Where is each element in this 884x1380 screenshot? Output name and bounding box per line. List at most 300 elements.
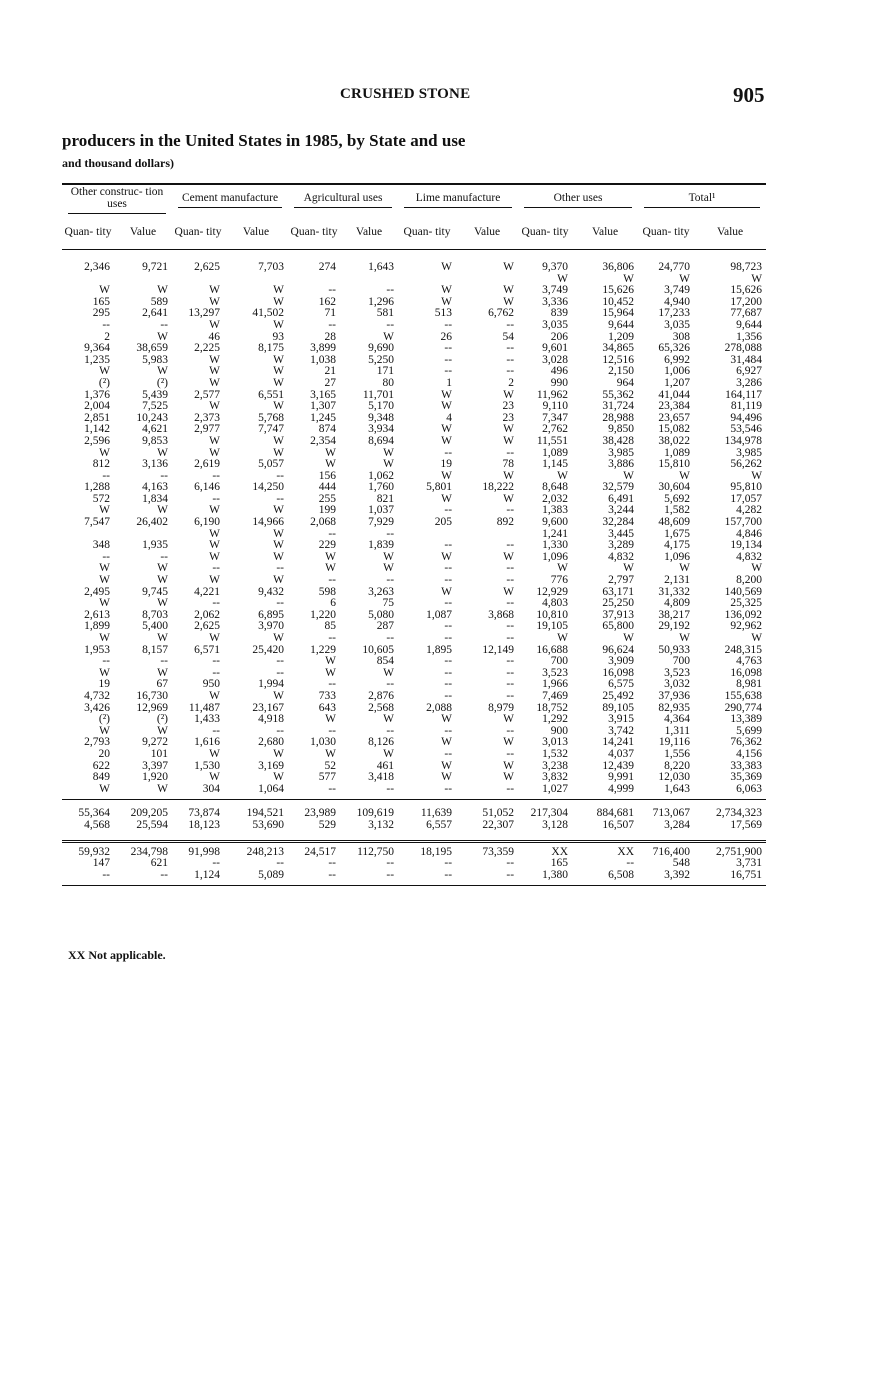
table-cell: 10,605: [362, 643, 395, 656]
table-row: [62, 691, 766, 703]
table-cell: 1,124: [194, 868, 221, 881]
table-cell: 3,013: [542, 736, 569, 749]
table-cell: 1,895: [426, 643, 453, 656]
table-cell: 94,496: [730, 411, 763, 424]
table-cell: (²): [156, 713, 169, 726]
table-cell: --: [276, 666, 285, 679]
table-cell: 5,692: [664, 492, 691, 505]
table-cell: 9,600: [542, 516, 569, 529]
table-cell: W: [441, 771, 453, 784]
table-cell: 54: [502, 330, 515, 343]
table-cell: W: [751, 562, 763, 575]
table-cell: --: [506, 446, 515, 459]
table-cell: --: [276, 724, 285, 737]
table-cell: --: [506, 562, 515, 575]
table-cell: W: [383, 550, 395, 563]
table-cell: 93: [272, 330, 285, 343]
table-cell: 27: [324, 376, 337, 389]
table-cell: 2,354: [310, 434, 337, 447]
table-cell: W: [99, 574, 110, 587]
table-cell: 3,934: [368, 423, 395, 436]
table-row: [62, 320, 766, 332]
table-cell: 3,523: [664, 666, 691, 679]
table-cell: 1,207: [664, 376, 691, 389]
table-cell: W: [623, 272, 635, 285]
table-cell: 26,402: [136, 516, 169, 529]
table-cell: 17,233: [658, 307, 691, 320]
table-cell: 19: [98, 678, 110, 691]
table-cell: W: [209, 434, 221, 447]
table-cell: 4,175: [664, 539, 691, 552]
table-cell: W: [325, 666, 337, 679]
table-cell: W: [679, 469, 691, 482]
table-cell: 1,209: [608, 330, 635, 343]
table-cell: W: [273, 771, 285, 784]
total-row: [62, 858, 766, 870]
table-cell: W: [157, 782, 169, 795]
table-cell: W: [273, 550, 285, 563]
table-cell: W: [679, 562, 691, 575]
table-cell: --: [444, 504, 453, 517]
table-cell: 9,601: [542, 342, 569, 355]
table-cell: 2,613: [84, 608, 110, 621]
table-cell: 75: [382, 597, 395, 610]
table-cell: 6,146: [194, 481, 221, 494]
table-cell: --: [444, 620, 453, 633]
table-cell: 73,359: [482, 845, 515, 858]
table-cell: 1,030: [310, 736, 337, 749]
table-cell: 3,832: [542, 771, 569, 784]
table-cell: 248,213: [246, 845, 285, 858]
table-cell: W: [679, 632, 691, 644]
table-cell: 1,675: [664, 527, 691, 540]
table-cell: 2: [104, 330, 110, 343]
table-cell: W: [273, 353, 285, 366]
table-cell: 21: [324, 365, 337, 378]
table-cell: 1,383: [542, 504, 569, 517]
table-cell: --: [506, 353, 515, 366]
table-cell: 38,022: [658, 434, 691, 447]
table-cell: 140,569: [724, 585, 763, 598]
table-cell: 2,577: [194, 388, 221, 401]
table-cell: (²): [98, 376, 110, 389]
table-cell: 7,703: [258, 261, 285, 273]
table-cell: 2,596: [84, 434, 110, 447]
table-cell: W: [325, 446, 337, 459]
table-cell: W: [273, 295, 285, 308]
table-cell: 2,004: [84, 400, 110, 413]
table-cell: 11,487: [188, 701, 221, 714]
subheader-row: [62, 215, 766, 250]
table-cell: 14,241: [602, 736, 635, 749]
table-cell: 3,915: [608, 713, 635, 726]
table-cell: W: [209, 574, 221, 587]
table-cell: W: [273, 689, 285, 702]
table-cell: 496: [550, 365, 569, 378]
table-cell: W: [325, 458, 337, 471]
table-cell: W: [273, 318, 285, 331]
table-cell: W: [209, 284, 221, 297]
table-cell: --: [160, 655, 169, 668]
table-cell: 11,962: [536, 388, 569, 401]
table-cell: W: [325, 550, 337, 563]
table-cell: 874: [318, 423, 337, 436]
table-cell: 234,798: [130, 845, 169, 858]
table-cell: 23: [502, 411, 515, 424]
table-cell: 55,364: [78, 807, 110, 820]
quantity-header: Quan- tity: [638, 215, 694, 250]
value-header: Value: [224, 215, 288, 250]
table-cell: 4,832: [608, 550, 635, 563]
table-cell: 50,933: [658, 643, 691, 656]
table-cell: 19,105: [536, 620, 569, 633]
table-cell: 1,064: [258, 782, 285, 795]
table-cell: 25,594: [136, 818, 169, 831]
table-cell: 18,222: [482, 481, 515, 494]
table-cell: 12,929: [536, 585, 569, 598]
table-cell: W: [441, 400, 453, 413]
table-cell: W: [209, 550, 221, 563]
table-cell: 3,397: [142, 759, 169, 772]
table-cell: W: [441, 261, 453, 273]
table-cell: W: [325, 562, 337, 575]
table-cell: 2,131: [664, 574, 691, 587]
table-cell: 33,383: [730, 759, 763, 772]
table-cell: --: [444, 678, 453, 691]
table-cell: 4,732: [84, 689, 110, 702]
table-cell: --: [506, 857, 515, 870]
table-cell: 25,325: [730, 597, 763, 610]
table-cell: W: [209, 689, 221, 702]
table-cell: 91,998: [188, 845, 221, 858]
table-cell: W: [99, 504, 110, 517]
table-cell: 4,940: [664, 295, 691, 308]
table-cell: 205: [434, 516, 453, 529]
table-cell: W: [209, 527, 221, 540]
table-cell: 3,035: [542, 318, 569, 331]
table-cell: 63,171: [602, 585, 635, 598]
table-cell: 29,192: [658, 620, 691, 633]
table-cell: --: [444, 446, 453, 459]
table-cell: 20: [98, 747, 110, 760]
table-cell: 6,895: [258, 608, 285, 621]
table-cell: 2,062: [194, 608, 221, 621]
table-cell: --: [506, 782, 515, 795]
table-cell: 2,876: [368, 689, 395, 702]
table-cell: 733: [318, 689, 337, 702]
table-cell: 4,282: [736, 504, 763, 517]
table-cell: XX: [551, 845, 569, 858]
table-cell: 18,195: [420, 845, 453, 858]
table-cell: 3,970: [258, 620, 285, 633]
table-cell: 12,969: [136, 701, 169, 714]
table-cell: --: [328, 868, 337, 881]
table-cell: W: [557, 469, 569, 482]
table-cell: 22,307: [482, 818, 515, 831]
table-cell: 812: [92, 458, 110, 471]
table-cell: 30,604: [658, 481, 691, 494]
table-cell: W: [209, 771, 221, 784]
table-row: [62, 714, 766, 726]
table-cell: 598: [318, 585, 337, 598]
group-header: Total¹: [638, 184, 766, 215]
table-cell: 2,762: [542, 423, 569, 436]
table-cell: W: [209, 632, 221, 644]
table-cell: 1,027: [542, 782, 569, 795]
table-cell: --: [328, 782, 337, 795]
table-cell: --: [328, 574, 337, 587]
table-cell: W: [209, 504, 221, 517]
table-cell: 26: [440, 330, 453, 343]
table-cell: 3,286: [736, 376, 763, 389]
table-cell: 3,035: [664, 318, 691, 331]
table-cell: 15,810: [658, 458, 691, 471]
table-cell: 5,080: [368, 608, 395, 621]
group-header: Cement manufacture: [172, 184, 288, 215]
table-cell: 5,057: [258, 458, 285, 471]
table-cell: --: [444, 655, 453, 668]
table-cell: W: [503, 295, 515, 308]
table-cell: 1,038: [310, 353, 337, 366]
table-cell: 2: [508, 376, 515, 389]
table-cell: 15,082: [658, 423, 691, 436]
table-cell: --: [276, 562, 285, 575]
value-header: Value: [694, 215, 766, 250]
table-cell: 1,288: [84, 481, 110, 494]
table-cell: W: [209, 365, 221, 378]
table-row: [62, 575, 766, 587]
table-cell: 17,569: [730, 818, 763, 831]
table-cell: --: [506, 666, 515, 679]
table-cell: 3,238: [542, 759, 569, 772]
table-cell: 53,690: [252, 818, 285, 831]
table-cell: --: [212, 655, 221, 668]
table-cell: 23,384: [658, 400, 691, 413]
table-cell: 4,999: [608, 782, 635, 795]
table-cell: --: [212, 597, 221, 610]
table-cell: 1,245: [310, 411, 337, 424]
table-cell: W: [557, 632, 569, 644]
table-cell: 3,244: [608, 504, 635, 517]
value-header: Value: [572, 215, 638, 250]
table-cell: 38,217: [658, 608, 691, 621]
table-cell: 1,994: [258, 678, 285, 691]
table-cell: --: [212, 492, 221, 505]
table-cell: --: [102, 655, 110, 668]
table-cell: 2,150: [608, 365, 635, 378]
table-cell: 849: [92, 771, 110, 784]
table-cell: 31,332: [658, 585, 691, 598]
table-cell: 839: [550, 307, 569, 320]
table-cell: W: [157, 666, 169, 679]
table-cell: W: [273, 365, 285, 378]
table-cell: --: [506, 724, 515, 737]
table-cell: --: [444, 353, 453, 366]
table-cell: 10,810: [536, 608, 569, 621]
table-cell: 274: [318, 261, 337, 273]
table-cell: W: [157, 504, 169, 517]
table-cell: 348: [92, 539, 110, 552]
table-cell: 4,163: [142, 481, 169, 494]
table-cell: W: [209, 295, 221, 308]
table-cell: 9,745: [142, 585, 169, 598]
table-cell: 3,284: [664, 818, 691, 831]
table-cell: 19,134: [730, 539, 763, 552]
table-cell: W: [623, 562, 635, 575]
table-cell: 15,626: [730, 284, 763, 297]
table-cell: 8,981: [736, 678, 763, 691]
table-cell: W: [157, 597, 169, 610]
table-cell: --: [386, 782, 395, 795]
table-cell: W: [557, 272, 569, 285]
table-cell: 15,626: [602, 284, 635, 297]
table-cell: 92,962: [730, 620, 763, 633]
table-row: [62, 436, 766, 448]
table-cell: 9,690: [368, 342, 395, 355]
table-cell: 2,619: [194, 458, 221, 471]
table-cell: 2,088: [426, 701, 453, 714]
table-cell: 9,850: [608, 423, 635, 436]
table-cell: 23: [502, 400, 515, 413]
table-cell: 81,119: [730, 400, 763, 413]
table-cell: 1,839: [368, 539, 395, 552]
table-cell: 9,644: [736, 318, 763, 331]
table-cell: 136,092: [724, 608, 763, 621]
table-cell: 1,096: [542, 550, 569, 563]
table-cell: W: [441, 736, 453, 749]
table-cell: 5,250: [368, 353, 395, 366]
table-cell: --: [160, 868, 169, 881]
table-cell: 2,734,323: [716, 807, 763, 820]
value-header: Value: [456, 215, 518, 250]
table-cell: 6,491: [608, 492, 635, 505]
table-cell: W: [503, 469, 515, 482]
table-cell: 716,400: [652, 845, 691, 858]
table-cell: 1,920: [142, 771, 169, 784]
table-cell: 7,347: [542, 411, 569, 424]
table-cell: 4,037: [608, 747, 635, 760]
table-cell: 25,420: [252, 643, 285, 656]
table-cell: 80: [382, 376, 395, 389]
table-cell: 32,579: [602, 481, 635, 494]
table-cell: 36,806: [602, 261, 635, 273]
table-cell: 513: [434, 307, 453, 320]
table-cell: W: [157, 446, 169, 459]
table-cell: 9,272: [142, 736, 169, 749]
table-cell: --: [328, 724, 337, 737]
table-cell: --: [386, 318, 395, 331]
table-cell: 2,680: [258, 736, 285, 749]
table-cell: W: [273, 574, 285, 587]
table-cell: --: [276, 857, 285, 870]
table-cell: 16,098: [730, 666, 763, 679]
table-cell: 11,551: [536, 434, 569, 447]
table-cell: 1,089: [542, 446, 569, 459]
table-cell: 4,803: [542, 597, 569, 610]
table-cell: --: [160, 318, 169, 331]
table-cell: 5,400: [142, 620, 169, 633]
table-spacer: [62, 832, 766, 842]
table-cell: W: [503, 736, 515, 749]
table-cell: W: [325, 655, 337, 668]
table-cell: W: [273, 434, 285, 447]
table-cell: 16,507: [602, 818, 635, 831]
table-cell: W: [441, 388, 453, 401]
table-cell: --: [444, 857, 453, 870]
table-cell: 290,774: [724, 701, 763, 714]
table-cell: 14,966: [252, 516, 285, 529]
table-cell: 16,751: [730, 868, 763, 881]
table-cell: --: [212, 562, 221, 575]
table-cell: 9,370: [542, 261, 569, 273]
table-cell: W: [157, 330, 169, 343]
table-cell: 1,037: [368, 504, 395, 517]
table-cell: 1,582: [664, 504, 691, 517]
table-cell: W: [99, 597, 110, 610]
table-cell: 1,241: [542, 527, 569, 540]
group-header: Lime manufacture: [398, 184, 518, 215]
table-cell: 8,157: [142, 643, 169, 656]
table-cell: W: [383, 446, 395, 459]
table-cell: --: [506, 868, 515, 881]
table-cell: --: [212, 666, 221, 679]
table-subtitle: and thousand dollars): [62, 156, 175, 170]
table-row: [62, 262, 766, 274]
table-cell: 25,250: [602, 597, 635, 610]
table-cell: 6,190: [194, 516, 221, 529]
table-cell: 23,657: [658, 411, 691, 424]
table-cell: 31,724: [602, 400, 635, 413]
table-cell: 48,609: [658, 516, 691, 529]
page-number: 905: [733, 83, 765, 107]
table-cell: W: [157, 574, 169, 587]
table-cell: 164,117: [725, 388, 763, 401]
table-cell: W: [623, 469, 635, 482]
table-cell: W: [209, 747, 221, 760]
table-cell: --: [444, 747, 453, 760]
table-cell: W: [751, 632, 763, 644]
table-cell: W: [273, 747, 285, 760]
table-cell: 9,348: [368, 411, 395, 424]
table-cell: 4,221: [194, 585, 221, 598]
table-cell: 1: [446, 376, 453, 389]
table-cell: --: [212, 857, 221, 870]
table-cell: 1,006: [664, 365, 691, 378]
table-cell: --: [506, 365, 515, 378]
table-cell: --: [160, 550, 169, 563]
table-cell: 15,964: [602, 307, 635, 320]
table-cell: 3,028: [542, 353, 569, 366]
table-cell: 147: [92, 857, 110, 870]
table-cell: --: [506, 574, 515, 587]
table-cell: --: [328, 857, 337, 870]
table-cell: 18,123: [188, 818, 221, 831]
table-cell: 4,763: [736, 655, 763, 668]
table-cell: --: [444, 365, 453, 378]
table-cell: --: [276, 655, 285, 668]
table-cell: 3,263: [368, 585, 395, 598]
table-cell: 12,516: [602, 353, 635, 366]
table-cell: 3,426: [84, 701, 110, 714]
table-cell: 4,918: [258, 713, 285, 726]
table-cell: 76,362: [730, 736, 763, 749]
table-cell: 8,126: [368, 736, 395, 749]
table-cell: 1,966: [542, 678, 569, 691]
table-cell: 46: [208, 330, 221, 343]
table-cell: 156: [318, 469, 337, 482]
table-cell: W: [209, 539, 221, 552]
table-cell: 157,700: [724, 516, 763, 529]
